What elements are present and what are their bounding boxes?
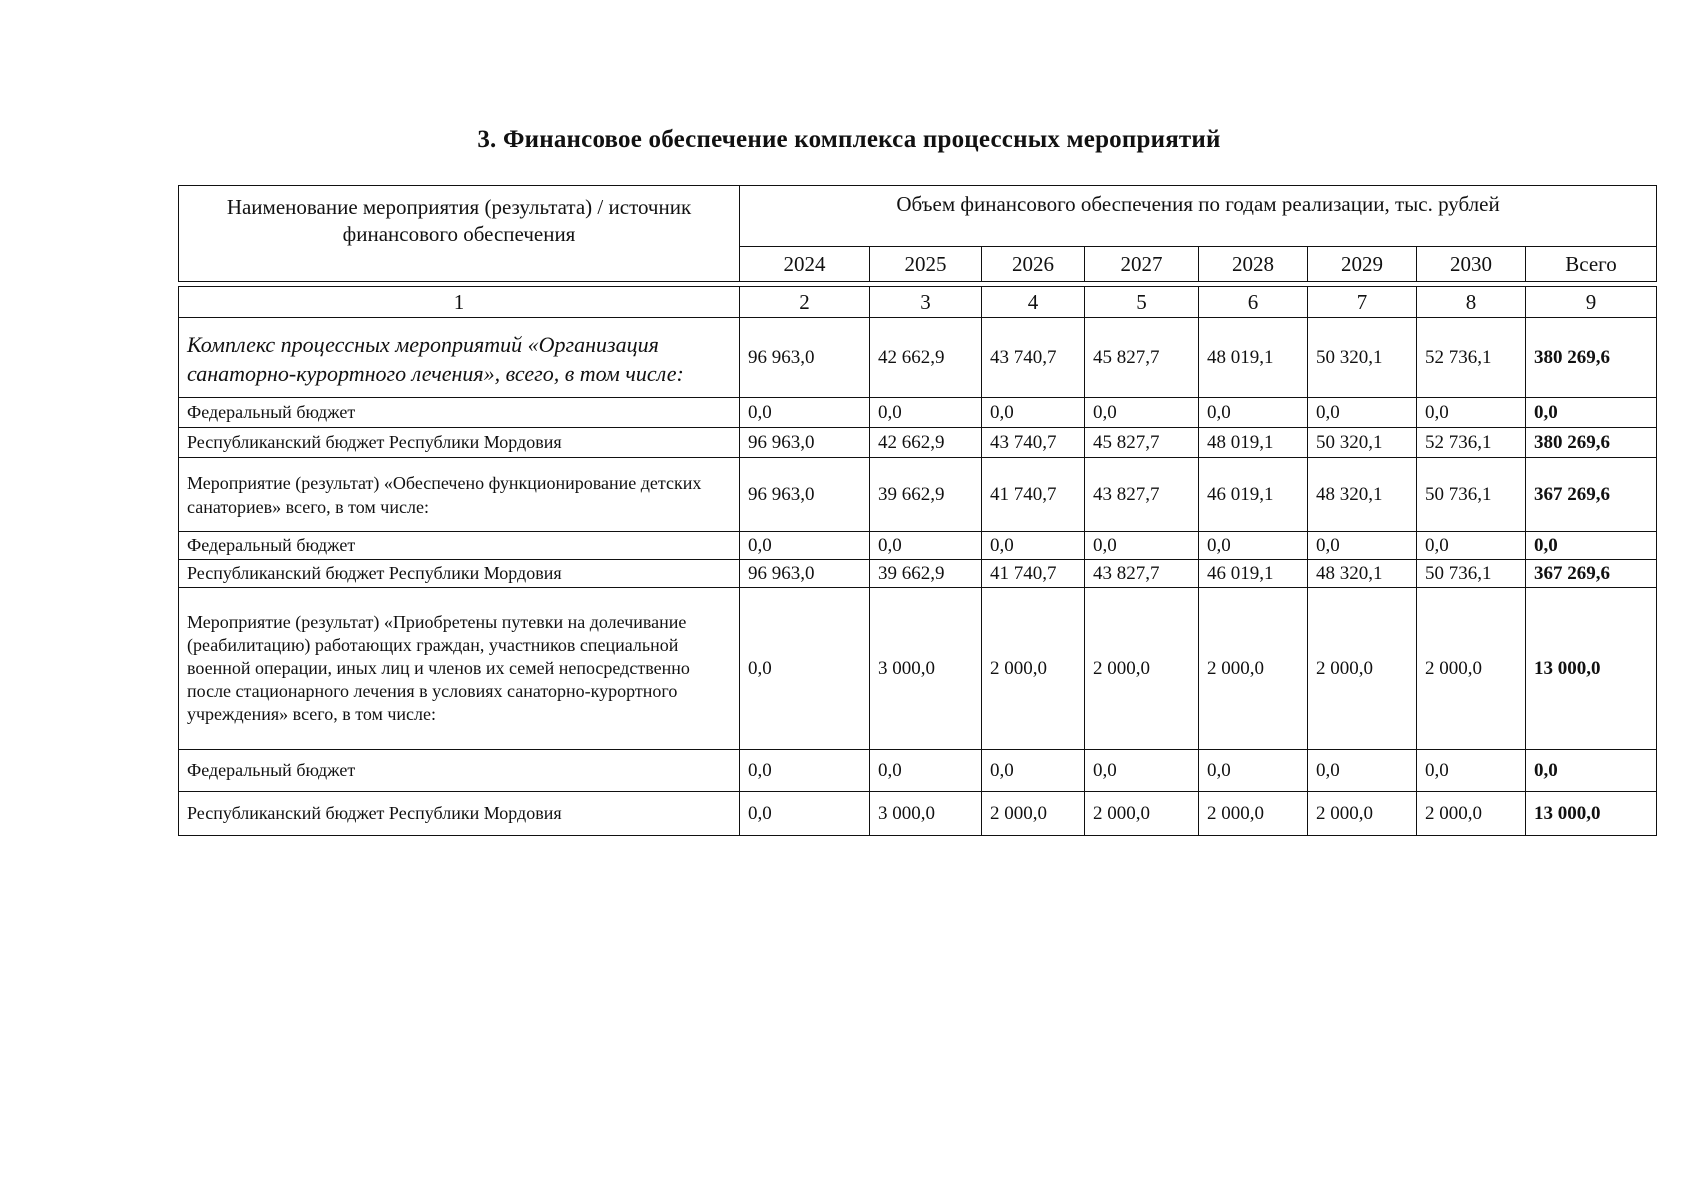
row-total: 0,0: [1526, 532, 1657, 560]
row-name: Федеральный бюджет: [179, 532, 740, 560]
header-year: 2024: [740, 247, 870, 282]
row-name: Комплекс процессных мероприятий «Организация санаторно-курортного лечения», всего, в том числе:: [179, 318, 740, 398]
row-total: 13 000,0: [1526, 588, 1657, 750]
row-name: Республиканский бюджет Республики Мордовия: [179, 560, 740, 588]
row-value: 52 736,1: [1417, 318, 1526, 398]
row-value: 39 662,9: [870, 560, 982, 588]
row-value: 2 000,0: [1199, 792, 1308, 836]
row-value: 96 963,0: [740, 428, 870, 458]
column-number: 7: [1308, 287, 1417, 318]
column-number: 2: [740, 287, 870, 318]
row-value: 0,0: [982, 750, 1085, 792]
row-value: 43 740,7: [982, 318, 1085, 398]
column-numbers-row: [179, 287, 1657, 318]
table-row-event: [179, 458, 1657, 532]
row-value: 0,0: [1417, 532, 1526, 560]
table-row-event: [179, 588, 1657, 750]
row-name: Республиканский бюджет Республики Мордовия: [179, 428, 740, 458]
header-year: 2029: [1308, 247, 1417, 282]
row-value: 41 740,7: [982, 458, 1085, 532]
page-title: 3. Финансовое обеспечение комплекса процессных мероприятий: [477, 126, 1221, 153]
row-value: 42 662,9: [870, 318, 982, 398]
row-value: 96 963,0: [740, 318, 870, 398]
row-value: 0,0: [1199, 750, 1308, 792]
row-value: 45 827,7: [1085, 318, 1199, 398]
row-name: Мероприятие (результат) «Приобретены путевки на долечивание (реабилитацию) работающих граждан, участников специальной военной операции, иных лиц и членов их семей непосредственно после стационарного лечения в условиях санаторно-курортного учреждения» всего, в том числе:: [179, 588, 740, 750]
row-value: 0,0: [1085, 750, 1199, 792]
table-row: [179, 750, 1657, 792]
row-value: 50 736,1: [1417, 458, 1526, 532]
column-number: 1: [179, 287, 740, 318]
row-value: 0,0: [1199, 398, 1308, 428]
row-value: 39 662,9: [870, 458, 982, 532]
row-value: 0,0: [870, 398, 982, 428]
table-row: [179, 532, 1657, 560]
column-number: 8: [1417, 287, 1526, 318]
row-value: 96 963,0: [740, 560, 870, 588]
row-value: 0,0: [740, 398, 870, 428]
row-value: 2 000,0: [1308, 588, 1417, 750]
table-row: [179, 792, 1657, 836]
row-value: 0,0: [1417, 398, 1526, 428]
column-number: 4: [982, 287, 1085, 318]
row-value: 42 662,9: [870, 428, 982, 458]
row-name: Мероприятие (результат) «Обеспечено функционирование детских санаториев» всего, в том числе:: [179, 458, 740, 532]
row-value: 43 827,7: [1085, 458, 1199, 532]
header-row: [179, 186, 1657, 247]
row-value: 2 000,0: [1417, 588, 1526, 750]
header-volume: Объем финансового обеспечения по годам реализации, тыс. рублей: [740, 186, 1657, 247]
row-value: 2 000,0: [1199, 588, 1308, 750]
row-value: 52 736,1: [1417, 428, 1526, 458]
header-name: Наименование мероприятия (результата) / источник финансового обеспечения: [179, 186, 740, 282]
row-total: 367 269,6: [1526, 560, 1657, 588]
row-value: 46 019,1: [1199, 458, 1308, 532]
row-value: 48 320,1: [1308, 560, 1417, 588]
financing-table: [178, 185, 1657, 836]
row-value: 0,0: [740, 532, 870, 560]
header-year: 2028: [1199, 247, 1308, 282]
row-value: 0,0: [1308, 750, 1417, 792]
row-value: 46 019,1: [1199, 560, 1308, 588]
row-value: 2 000,0: [1085, 792, 1199, 836]
row-name: Федеральный бюджет: [179, 750, 740, 792]
row-value: 2 000,0: [1085, 588, 1199, 750]
row-value: 0,0: [1417, 750, 1526, 792]
row-name: Республиканский бюджет Республики Мордовия: [179, 792, 740, 836]
table-row: [179, 560, 1657, 588]
row-value: 0,0: [1308, 398, 1417, 428]
row-value: 0,0: [1199, 532, 1308, 560]
column-number: 9: [1526, 287, 1657, 318]
row-total: 13 000,0: [1526, 792, 1657, 836]
row-value: 50 320,1: [1308, 428, 1417, 458]
row-total: 380 269,6: [1526, 318, 1657, 398]
table-row: [179, 428, 1657, 458]
table-row-complex: [179, 318, 1657, 398]
header-year: 2026: [982, 247, 1085, 282]
row-value: 2 000,0: [1308, 792, 1417, 836]
row-value: 0,0: [1308, 532, 1417, 560]
row-value: 0,0: [1085, 532, 1199, 560]
column-number: 6: [1199, 287, 1308, 318]
row-value: 96 963,0: [740, 458, 870, 532]
row-total: 0,0: [1526, 398, 1657, 428]
row-value: 0,0: [1085, 398, 1199, 428]
column-number: 5: [1085, 287, 1199, 318]
row-value: 43 827,7: [1085, 560, 1199, 588]
row-value: 43 740,7: [982, 428, 1085, 458]
row-value: 0,0: [740, 588, 870, 750]
row-value: 48 019,1: [1199, 428, 1308, 458]
row-value: 0,0: [870, 532, 982, 560]
row-value: 2 000,0: [982, 588, 1085, 750]
table-row: [179, 398, 1657, 428]
row-name: Федеральный бюджет: [179, 398, 740, 428]
row-total: 367 269,6: [1526, 458, 1657, 532]
column-number: 3: [870, 287, 982, 318]
row-value: 48 019,1: [1199, 318, 1308, 398]
row-value: 0,0: [740, 750, 870, 792]
row-value: 2 000,0: [1417, 792, 1526, 836]
row-total: 0,0: [1526, 750, 1657, 792]
row-value: 3 000,0: [870, 792, 982, 836]
row-value: 0,0: [982, 398, 1085, 428]
row-total: 380 269,6: [1526, 428, 1657, 458]
row-value: 3 000,0: [870, 588, 982, 750]
row-value: 48 320,1: [1308, 458, 1417, 532]
row-value: 0,0: [870, 750, 982, 792]
header-year: 2030: [1417, 247, 1526, 282]
header-year: 2027: [1085, 247, 1199, 282]
row-value: 2 000,0: [982, 792, 1085, 836]
row-value: 0,0: [982, 532, 1085, 560]
header-year: 2025: [870, 247, 982, 282]
row-value: 45 827,7: [1085, 428, 1199, 458]
row-value: 41 740,7: [982, 560, 1085, 588]
header-total: Всего: [1526, 247, 1657, 282]
row-value: 50 736,1: [1417, 560, 1526, 588]
row-value: 0,0: [740, 792, 870, 836]
row-value: 50 320,1: [1308, 318, 1417, 398]
